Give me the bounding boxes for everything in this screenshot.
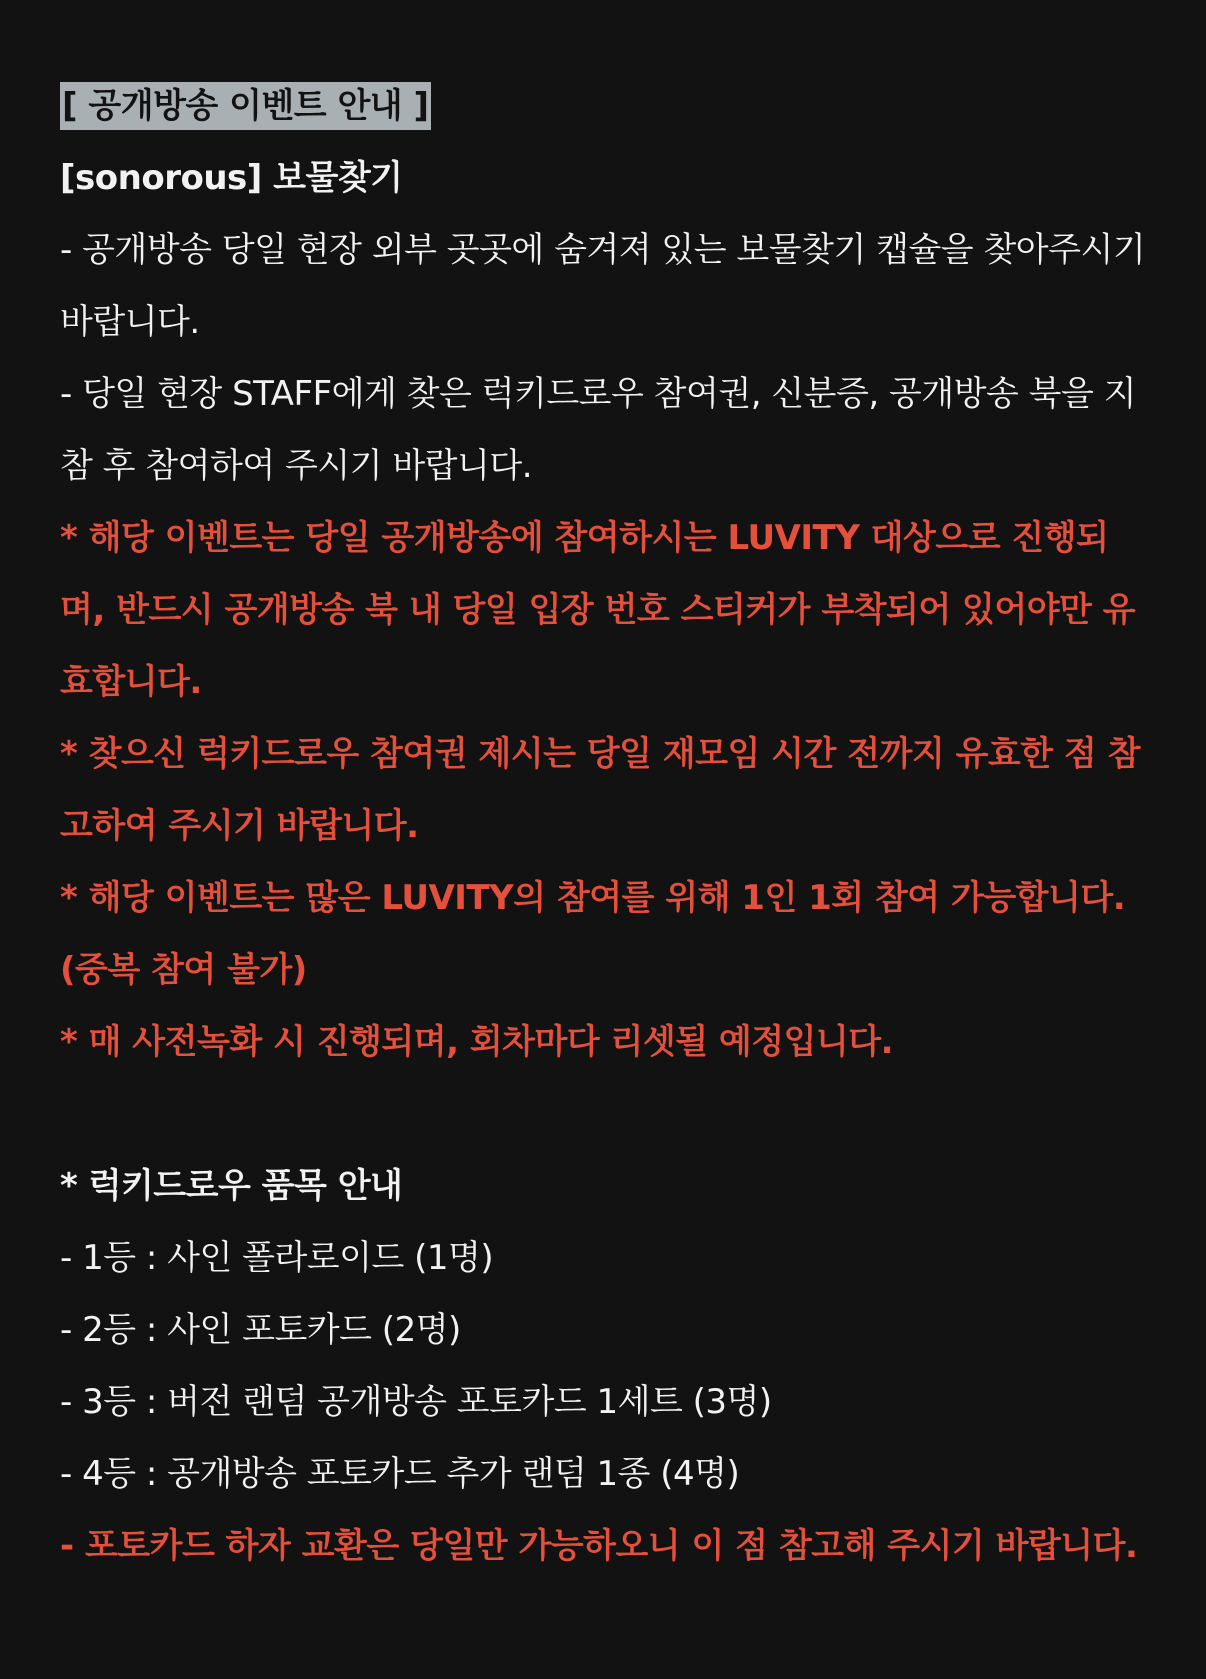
event-body-1: - 공개방송 당일 현장 외부 곳곳에 숨겨져 있는 보물찾기 캡슐을 찾아주시기 바랍니다. [60, 230, 1146, 342]
event-note-1: * 해당 이벤트는 당일 공개방송에 참여하시는 LUVITY 대상으로 진행되며, 반드시 공개방송 북 내 당일 입장 번호 스티커가 부착되어 있어야만 유효합니다. [60, 518, 1136, 702]
event-body-2: - 당일 현장 STAFF에게 찾은 럭키드로우 참여권, 신분증, 공개방송 북을 지참 후 참여하여 주시기 바랍니다. [60, 374, 1136, 486]
prizes-title: * 럭키드로우 품목 안내 [60, 1166, 403, 1206]
prizes-note: - 포토카드 하자 교환은 당일만 가능하오니 이 점 참고해 주시기 바랍니다. [60, 1526, 1138, 1566]
notice-title: [ 공개방송 이벤트 안내 ] [60, 82, 431, 130]
prize-item-3: - 3등 : 버전 랜덤 공개방송 포토카드 1세트 (3명) [60, 1382, 772, 1422]
event-note-2: * 찾으신 럭키드로우 참여권 제시는 당일 재모임 시간 전까지 유효한 점 참고하여 주시기 바랍니다. [60, 734, 1140, 846]
event-note-3: * 해당 이벤트는 많은 LUVITY의 참여를 위해 1인 1회 참여 가능합니다. (중복 참여 불가) [60, 878, 1126, 990]
section-spacer [60, 1078, 1146, 1150]
event-note-4: * 매 사전녹화 시 진행되며, 회차마다 리셋될 예정입니다. [60, 1022, 894, 1062]
event-title: [sonorous] 보물찾기 [60, 158, 403, 198]
prize-item-2: - 2등 : 사인 포토카드 (2명) [60, 1310, 461, 1350]
prize-item-1: - 1등 : 사인 폴라로이드 (1명) [60, 1238, 494, 1278]
prize-item-4: - 4등 : 공개방송 포토카드 추가 랜덤 1종 (4명) [60, 1454, 740, 1494]
